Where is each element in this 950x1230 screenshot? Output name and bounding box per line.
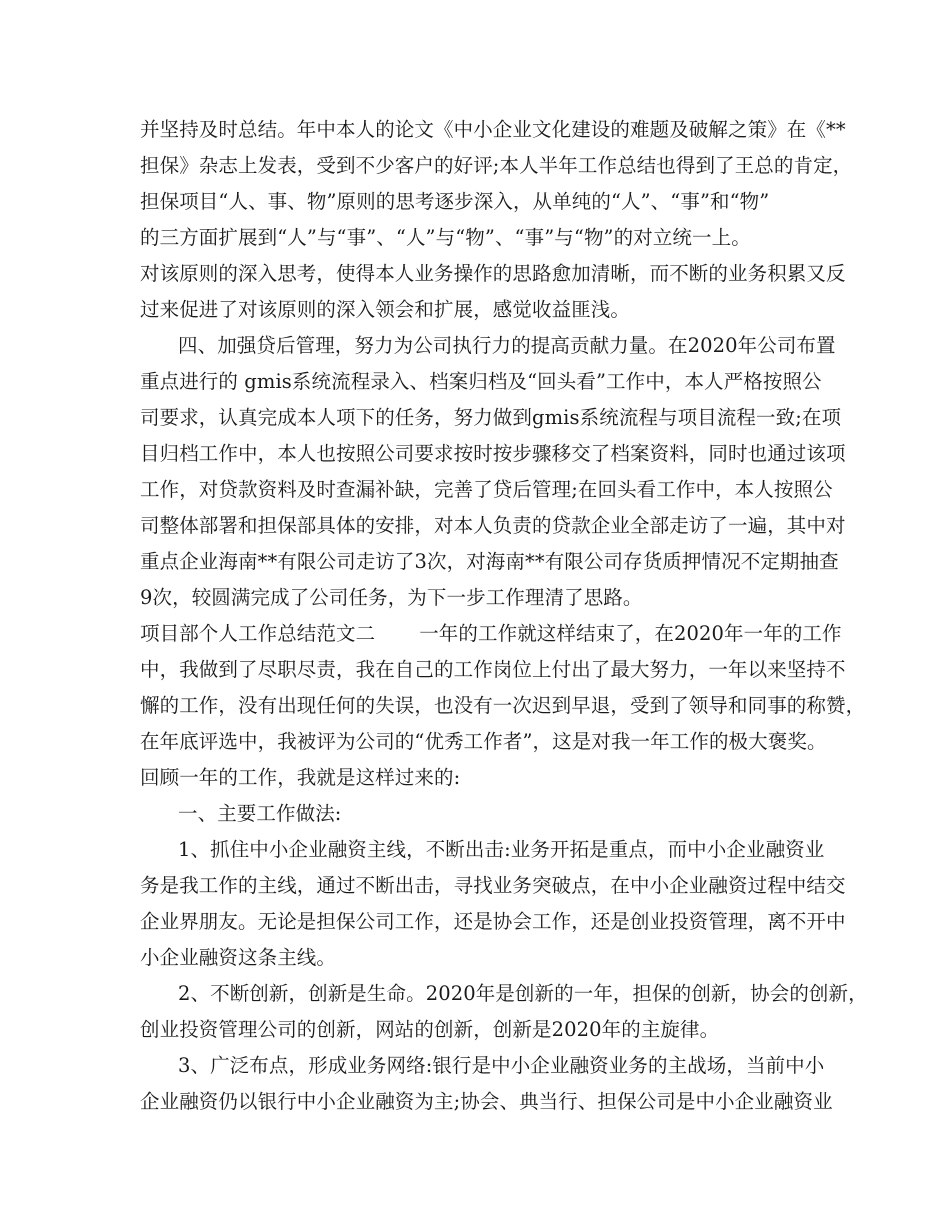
text-line: 工作，对贷款资料及时查漏补缺，完善了贷后管理;在回头看工作中，本人按照公 [140,478,833,501]
text-line: 9次，较圆满完成了公司任务，为下一步工作理清了思路。 [140,586,643,609]
paragraph-start: 1、抓住中小企业融资主线，不断出击:业务开拓是重点，而中小企业融资业 [178,838,825,861]
paragraph-start: 一、主要工作做法: [178,802,342,825]
text-line: 司要求，认真完成本人项下的任务，努力做到gmis系统流程与项目流程一致;在项 [140,406,842,429]
text-line: 的三方面扩展到“人”与“事”、“人”与“物”、“事”与“物”的对立统一上。 [140,226,751,249]
text-line: 懈的工作，没有出现任何的失误，也没有一次迟到早退，受到了领导和同事的称赞， [140,694,866,717]
text-line: 重点进行的 gmis系统流程录入、档案归档及“回头看”工作中，本人严格按照公 [140,370,822,393]
paragraph-start: 3、广泛布点，形成业务网络:银行是中小企业融资业务的主战场，当前中小 [178,1054,825,1077]
text-line: 回顾一年的工作，我就是这样过来的: [140,766,461,789]
text-line: 过来促进了对该原则的深入领会和扩展，感觉收益匪浅。 [140,298,631,321]
text-line: 对该原则的深入思考，使得本人业务操作的思路愈加清晰，而不断的业务积累又反 [140,262,846,285]
text-line: 目归档工作中，本人也按照公司要求按时按步骤移交了档案资料，同时也通过该项 [140,442,846,465]
text-line: 重点企业海南**有限公司走访了3次，对海南**有限公司存货质押情况不定期抽查 [140,550,839,573]
paragraph-start: 2、不断创新，创新是生命。2020年是创新的一年，担保的创新，协会的创新， [178,982,868,1005]
text-line: 中，我做到了尽职尽责，我在自己的工作岗位上付出了最大努力，一年以来坚持不 [140,658,846,681]
text-line: 企业界朋友。无论是担保公司工作，还是协会工作，还是创业投资管理，离不开中 [140,910,846,933]
text-line: 在年底评选中，我被评为公司的“优秀工作者”，这是对我一年工作的极大褒奖。 [140,730,827,753]
text-line: 担保》杂志上发表，受到不少客户的好评;本人半年工作总结也得到了王总的肯定， [140,154,853,177]
section-heading-line [140,616,842,652]
text-line: 一年的工作就这样结束了，在2020年一年的工作 [419,622,842,645]
text-line: 司整体部署和担保部具体的安排，对本人负责的贷款企业全部走访了一遍，其中对 [140,514,846,537]
paragraph-start: 四、加强贷后管理，努力为公司执行力的提高贡献力量。在2020年公司布置 [178,334,836,357]
text-line: 企业融资仍以银行中小企业融资为主;协会、典当行、担保公司是中小企业融资业 [140,1090,833,1113]
document-page [140,112,868,1120]
text-line: 并坚持及时总结。年中本人的论文《中小企业文化建设的难题及破解之策》在《** [140,118,846,141]
text-line: 创业投资管理公司的创新，网站的创新，创新是2020年的主旋律。 [140,1018,720,1041]
section-heading: 项目部个人工作总结范文二 [140,622,376,645]
text-line: 担保项目“人、事、物”原则的思考逐步深入，从单纯的“人”、“事”和“物” [140,190,770,213]
text-line: 务是我工作的主线，通过不断出击，寻找业务突破点，在中小企业融资过程中结交 [140,874,846,897]
text-line: 小企业融资这条主线。 [140,946,337,969]
